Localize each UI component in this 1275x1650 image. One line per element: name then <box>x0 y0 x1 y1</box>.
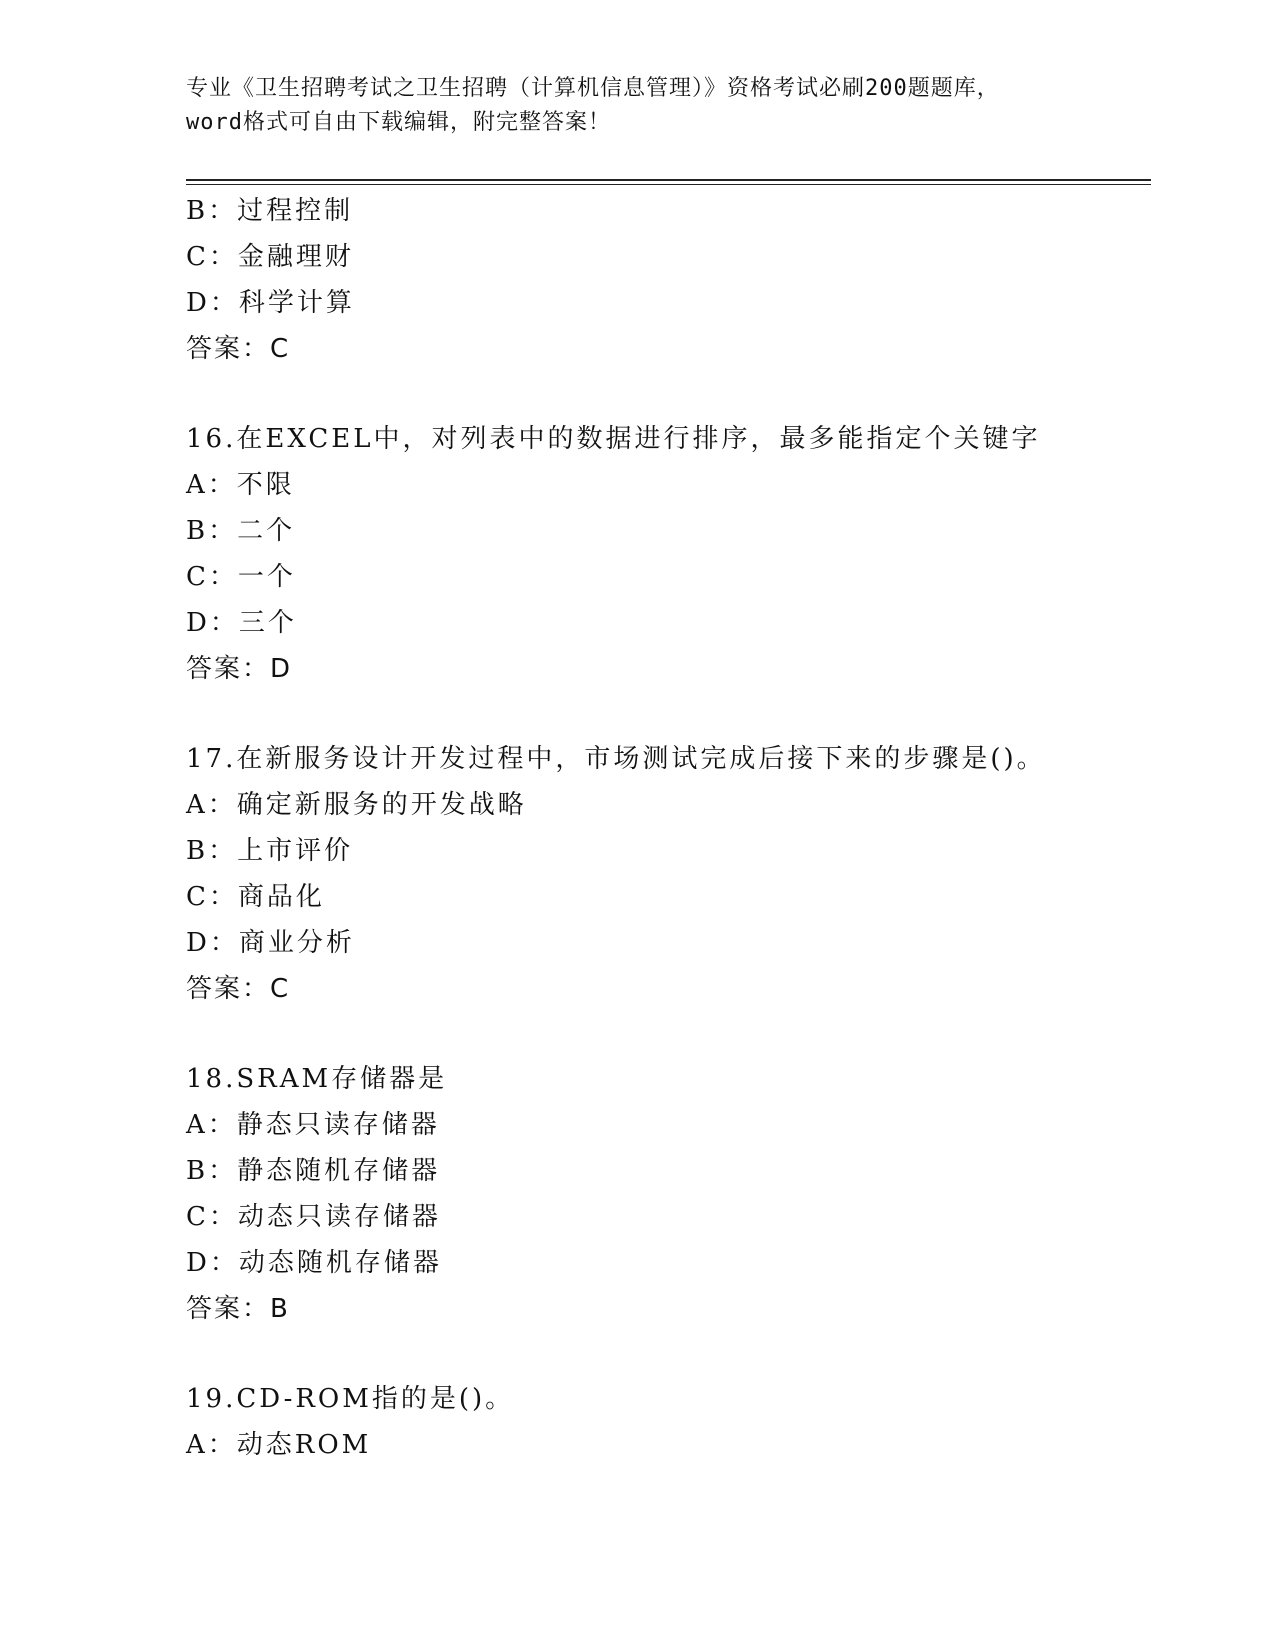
option-d: D：商业分析 <box>186 928 355 958</box>
option-c: C：商品化 <box>186 882 325 912</box>
option-d: D：科学计算 <box>186 288 355 318</box>
option-a: A：不限 <box>186 470 295 500</box>
question-stem: 18.SRAM存储器是 <box>186 1064 448 1094</box>
question-16 <box>186 416 1146 692</box>
question-partial <box>186 188 1146 372</box>
header-line-2: word格式可自由下载编辑，附完整答案！ <box>186 110 611 135</box>
question-list <box>186 188 1146 1468</box>
option-a: A：确定新服务的开发战略 <box>186 790 527 820</box>
question-17 <box>186 736 1146 1012</box>
header-divider-thick <box>186 179 1151 181</box>
answer-line: 答案：D <box>186 654 293 684</box>
answer-line: 答案：C <box>186 974 291 1004</box>
question-stem: 17.在新服务设计开发过程中，市场测试完成后接下来的步骤是()。 <box>186 744 1046 774</box>
document-header <box>186 72 1106 140</box>
option-b: B：二个 <box>186 516 296 546</box>
option-b: B：静态随机存储器 <box>186 1156 441 1186</box>
option-c: C：动态只读存储器 <box>186 1202 441 1232</box>
option-a: A：动态ROM <box>186 1430 372 1460</box>
answer-line: 答案：C <box>186 334 291 364</box>
option-c: C：金融理财 <box>186 242 354 272</box>
option-b: B：上市评价 <box>186 836 354 866</box>
question-19 <box>186 1376 1146 1468</box>
header-line-1: 专业《卫生招聘考试之卫生招聘（计算机信息管理）》资格考试必刷200题题库， <box>186 76 1000 101</box>
option-d: D：三个 <box>186 608 297 638</box>
option-d: D：动态随机存储器 <box>186 1248 442 1278</box>
question-stem: 16.在EXCEL中，对列表中的数据进行排序，最多能指定个关键字 <box>186 424 1041 454</box>
option-b: B：过程控制 <box>186 196 354 226</box>
question-stem: 19.CD-ROM指的是()。 <box>186 1384 515 1414</box>
option-a: A：静态只读存储器 <box>186 1110 440 1140</box>
answer-line: 答案：B <box>186 1294 290 1324</box>
option-c: C：一个 <box>186 562 296 592</box>
header-divider-thin <box>186 184 1151 185</box>
question-18 <box>186 1056 1146 1332</box>
